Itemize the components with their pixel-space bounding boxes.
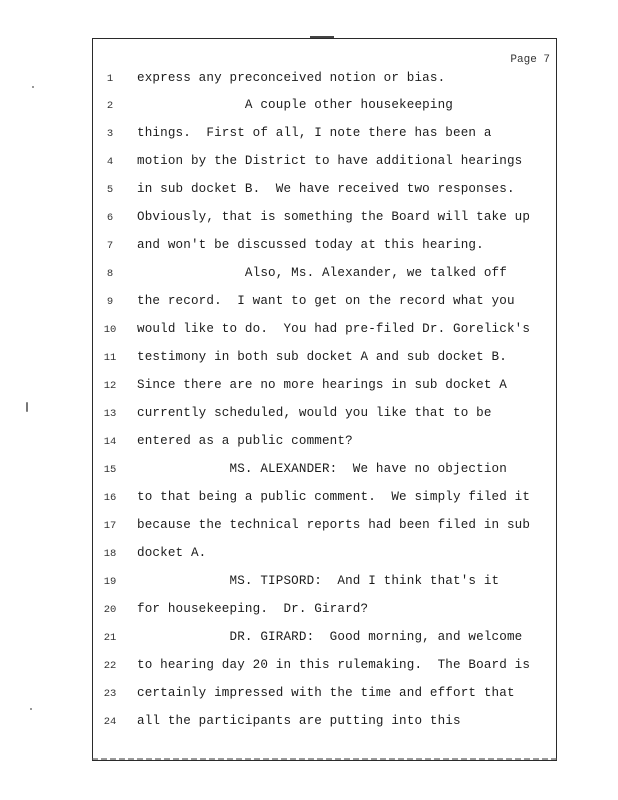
- line-text: for housekeeping. Dr. Girard?: [137, 602, 369, 616]
- line-number: 12: [103, 380, 117, 392]
- line-number: 11: [103, 352, 117, 364]
- line-text: currently scheduled, would you like that to be: [137, 406, 492, 420]
- line-number: 3: [106, 128, 114, 140]
- transcript-line: [93, 264, 553, 284]
- transcript-line: [93, 292, 553, 312]
- line-number: 23: [103, 688, 117, 700]
- transcript-line: [93, 432, 553, 452]
- transcript-line: [93, 152, 553, 172]
- line-text: MS. ALEXANDER: We have no objection: [137, 462, 507, 476]
- line-number: 5: [106, 184, 114, 196]
- line-text: Since there are no more hearings in sub docket A: [137, 378, 507, 392]
- line-text: to that being a public comment. We simply filed it: [137, 490, 531, 504]
- line-number: 15: [103, 464, 117, 476]
- transcript-page: [92, 38, 557, 761]
- line-number: 13: [103, 408, 117, 420]
- transcript-line: [93, 404, 553, 424]
- transcript-line: [93, 348, 553, 368]
- scan-speck: [32, 86, 34, 88]
- bottom-rule: [92, 758, 557, 760]
- transcript-line: [93, 628, 553, 648]
- transcript-line: [93, 376, 553, 396]
- line-text: to hearing day 20 in this rulemaking. The Board is: [137, 658, 531, 672]
- transcript-line: [93, 208, 553, 228]
- transcript-line: [93, 236, 553, 256]
- line-number: 16: [103, 492, 117, 504]
- transcript-line: [93, 712, 553, 732]
- line-number: 17: [103, 520, 117, 532]
- line-text: would like to do. You had pre-filed Dr. Gorelick's: [137, 322, 531, 336]
- line-text: entered as a public comment?: [137, 434, 353, 448]
- page-number: Page 7: [510, 54, 550, 66]
- transcript-line: [93, 684, 553, 704]
- transcript-line: [93, 180, 553, 200]
- line-text: motion by the District to have additional hearings: [137, 154, 523, 168]
- line-number: 22: [103, 660, 117, 672]
- transcript-line: [93, 124, 553, 144]
- transcript-line: [93, 544, 553, 564]
- line-number: 10: [103, 324, 117, 336]
- line-number: 9: [106, 296, 114, 308]
- line-text: all the participants are putting into this: [137, 714, 461, 728]
- transcript-line: [93, 320, 553, 340]
- transcript-line: [93, 656, 553, 676]
- transcript-line: [93, 516, 553, 536]
- line-text: testimony in both sub docket A and sub docket B.: [137, 350, 507, 364]
- line-text: in sub docket B. We have received two responses.: [137, 182, 515, 196]
- transcript-line: [93, 600, 553, 620]
- transcript-line: [93, 488, 553, 508]
- line-number: 20: [103, 604, 117, 616]
- line-text: certainly impressed with the time and effort that: [137, 686, 515, 700]
- scan-speck: [26, 402, 28, 412]
- transcript-line: [93, 96, 553, 116]
- line-number: 21: [103, 632, 117, 644]
- line-text: things. First of all, I note there has been a: [137, 126, 492, 140]
- line-number: 2: [106, 100, 114, 112]
- line-text: because the technical reports had been filed in sub: [137, 518, 531, 532]
- line-number: 8: [106, 268, 114, 280]
- line-text: Also, Ms. Alexander, we talked off: [137, 266, 507, 280]
- line-number: 7: [106, 240, 114, 252]
- transcript-line: [93, 460, 553, 480]
- line-text: docket A.: [137, 546, 207, 560]
- line-number: 18: [103, 548, 117, 560]
- line-number: 1: [106, 73, 114, 85]
- line-number: 19: [103, 576, 117, 588]
- transcript-line: [93, 69, 553, 89]
- line-text: and won't be discussed today at this hearing.: [137, 238, 484, 252]
- transcript-line: [93, 572, 553, 592]
- line-text: DR. GIRARD: Good morning, and welcome: [137, 630, 523, 644]
- line-number: 24: [103, 716, 117, 728]
- line-number: 6: [106, 212, 114, 224]
- line-text: express any preconceived notion or bias.: [137, 71, 446, 85]
- line-text: Obviously, that is something the Board will take up: [137, 210, 531, 224]
- line-text: MS. TIPSORD: And I think that's it: [137, 574, 500, 588]
- line-text: A couple other housekeeping: [137, 98, 454, 112]
- line-number: 4: [106, 156, 114, 168]
- line-number: 14: [103, 436, 117, 448]
- scan-speck: [30, 708, 32, 710]
- line-text: the record. I want to get on the record what you: [137, 294, 515, 308]
